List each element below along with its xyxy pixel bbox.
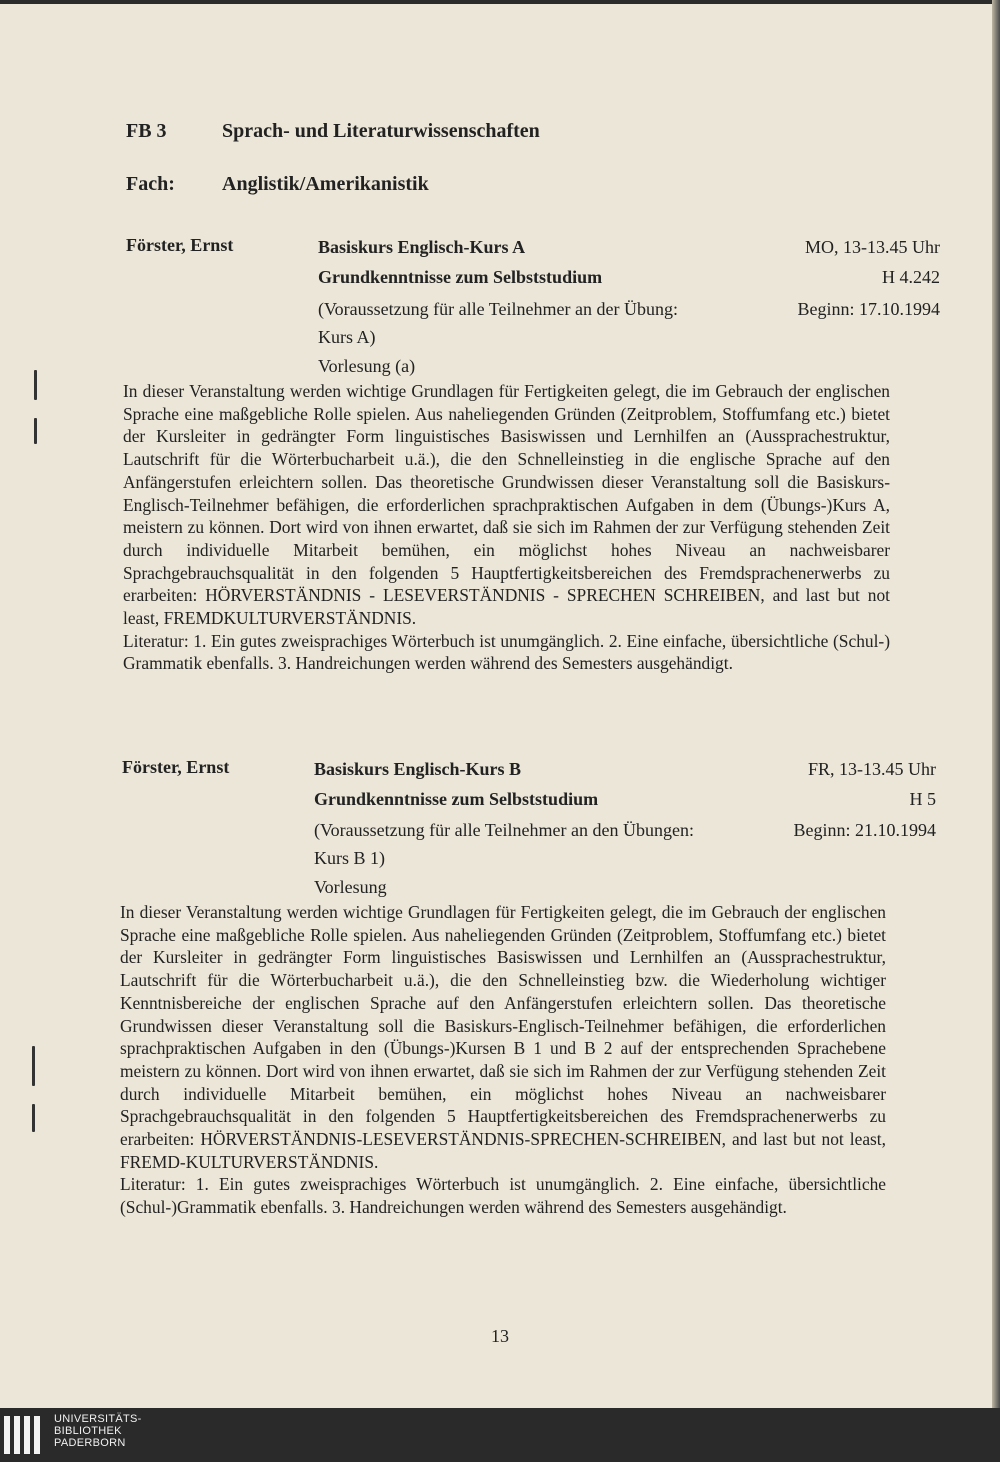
scan-right-edge bbox=[992, 0, 1000, 1408]
course-type: Vorlesung (a) bbox=[318, 356, 416, 376]
binding-mark bbox=[34, 370, 37, 400]
course-prereq-row bbox=[318, 299, 940, 323]
scan-top-edge bbox=[0, 0, 1000, 4]
binding-mark bbox=[32, 1046, 35, 1086]
faculty-label: FB 3 bbox=[126, 120, 167, 142]
course-subtitle: Grundkenntnisse zum Selbststudium bbox=[314, 789, 599, 809]
course-room: H 4.242 bbox=[882, 267, 940, 287]
course-type: Vorlesung bbox=[314, 877, 387, 897]
course-prereq-2: Kurs B 1) bbox=[314, 848, 385, 868]
course-literature: Literatur: 1. Ein gutes zweisprachiges Wörterbuch ist unumgänglich. 2. Eine einfache, übersichtliche (Schul-) Grammatik ebenfalls. 3. Handreichungen werden während des Semesters ausgehändigt. bbox=[123, 630, 890, 674]
course-title-row bbox=[314, 759, 936, 783]
course-time: FR, 13-13.45 Uhr bbox=[807, 759, 936, 779]
course-subtitle-row bbox=[314, 789, 936, 813]
course-time: MO, 13-13.45 Uhr bbox=[805, 237, 940, 257]
course-author: Förster, Ernst bbox=[122, 757, 230, 777]
course-prereq-continued bbox=[314, 848, 936, 872]
course-description-block bbox=[120, 901, 886, 1219]
binding-mark bbox=[32, 1104, 35, 1132]
course-description-block bbox=[123, 380, 890, 675]
course-prereq: (Voraussetzung für alle Teilnehmer an der Übung: bbox=[318, 299, 678, 319]
course-description: In dieser Veranstaltung werden wichtige Grundlagen für Fertigkeiten gelegt, die im Gebrauch der englischen Sprache eine maßgebliche Rolle spielen. Aus naheliegenden Gründen (Zeitproblem, Stoffumfang etc.) bietet der Kursleiter in gedrängter Form linguistisches Basiswissen und Lernhilfen an (Aussprachestruktur, Lautschrift für die Wörterbucharbeit u.ä.), die den Schnelleinstieg bzw. die Wiederholung wichtiger Kenntnisbereiche der englischen Sprache auf den Anfängerstufen erleichtern sollen. Das theoretische Grundwissen dieser Veranstaltung soll die Basiskurs-Englisch-Teilnehmer befähigen, die erforderlichen sprachpraktischen Aufgaben in den (Übungs-)Kursen B 1 und B 2 auf der entsprechenden Sprachebene meistern zu können. Dort wird von ihnen erwartet, daß sie sich im Rahmen der zur Verfügung stehenden Zeit durch individuelle Mitarbeit bemühen, ein möglichst hohes Niveau an nachweisbarer Sprachgebrauchsqualität in den folgenden 5 Hauptfertigkeitsbereichen des Fremdsprachenerwerbs zu erarbeiten: HÖRVERSTÄNDNIS-LESEVERSTÄNDNIS-SPRECHEN-SCHREIBEN, and last but not least, FREMD-KULTURVERSTÄNDNIS. bbox=[120, 902, 886, 1172]
course-subtitle: Grundkenntnisse zum Selbststudium bbox=[318, 267, 603, 287]
course-type-row bbox=[318, 356, 940, 380]
subject-heading bbox=[126, 173, 429, 196]
course-title: Basiskurs Englisch-Kurs A bbox=[318, 237, 526, 257]
library-name-line: UNIVERSITÄTS- bbox=[54, 1413, 142, 1425]
library-footer bbox=[0, 1408, 1000, 1462]
subject-label: Fach: bbox=[126, 173, 175, 195]
course-title: Basiskurs Englisch-Kurs B bbox=[314, 759, 522, 779]
course-begin: Beginn: 21.10.1994 bbox=[793, 820, 936, 840]
course-subtitle-row bbox=[318, 267, 940, 291]
library-logo-icon bbox=[4, 1416, 46, 1454]
binding-mark bbox=[34, 418, 37, 444]
faculty-name: Sprach- und Literaturwissenschaften bbox=[222, 120, 540, 142]
library-name bbox=[54, 1413, 142, 1449]
library-name-line: PADERBORN bbox=[54, 1437, 126, 1449]
library-name-line: BIBLIOTHEK bbox=[54, 1425, 122, 1437]
course-title-row bbox=[318, 237, 940, 261]
course-begin: Beginn: 17.10.1994 bbox=[797, 299, 940, 319]
course-type-row bbox=[314, 877, 936, 901]
course-description: In dieser Veranstaltung werden wichtige Grundlagen für Fertigkeiten gelegt, die im Gebrauch der englischen Sprache eine maßgebliche Rolle spielen. Aus naheliegenden Gründen (Zeitproblem, Stoffumfang etc.) bietet der Kursleiter in gedrängter Form linguistisches Basiswissen und Lernhilfen an (Aussprachestruktur, Lautschrift für die Wörterbucharbeit u.ä.), die den Schnelleinstieg in die englische Sprache auf den Anfängerstufen erleichtern sollen. Das theoretische Grundwissen dieser Veranstaltung soll die Basiskurs-Englisch-Teilnehmer befähigen, die erforderlichen sprachpraktischen Aufgaben in dem (Übungs-)Kurs A, meistern zu können. Dort wird von ihnen erwartet, daß sie sich im Rahmen der zur Verfügung stehenden Zeit durch individuelle Mitarbeit bemühen, ein möglichst hohes Niveau an nachweisbarer Sprachgebrauchsqualität in den folgenden 5 Hauptfertigkeitsbereichen des Fremdsprachenerwerbs zu erarbeiten: HÖRVERSTÄNDNIS - LESEVERSTÄNDNIS - SPRECHEN SCHREIBEN, and last but not least, FREMDKULTURVERSTÄNDNIS. bbox=[123, 381, 890, 629]
course-prereq-continued bbox=[318, 327, 940, 351]
subject-name: Anglistik/Amerikanistik bbox=[222, 173, 429, 195]
course-author: Förster, Ernst bbox=[126, 235, 234, 255]
course-prereq-2: Kurs A) bbox=[318, 327, 376, 347]
faculty-heading bbox=[126, 120, 540, 143]
course-prereq-row bbox=[314, 820, 936, 844]
course-prereq: (Voraussetzung für alle Teilnehmer an den Übungen: bbox=[314, 820, 694, 840]
page-number: 13 bbox=[491, 1326, 509, 1346]
course-literature: Literatur: 1. Ein gutes zweisprachiges Wörterbuch ist unumgänglich. 2. Eine einfache, übersichtliche (Schul-)Grammatik ebenfalls. 3. Handreichungen werden während des Semesters ausgehändigt. bbox=[120, 1174, 886, 1218]
course-room: H 5 bbox=[909, 789, 936, 809]
